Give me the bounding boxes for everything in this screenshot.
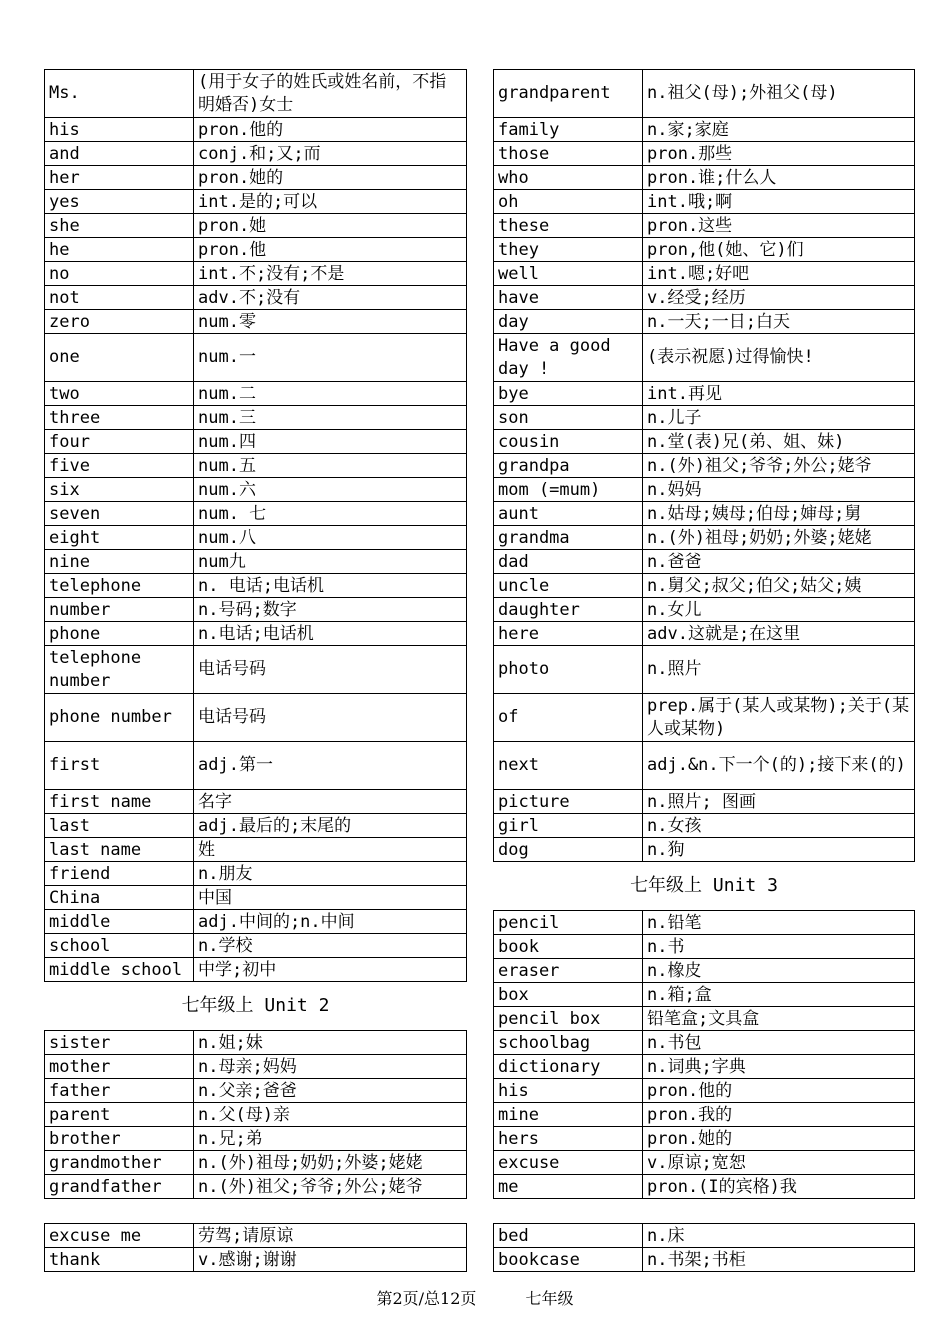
vocab-word: dictionary	[494, 1055, 643, 1079]
vocab-word: Have a good day !	[494, 334, 643, 382]
vocab-meaning: int.嗯;好吧	[643, 262, 915, 286]
vocab-meaning: v.原谅;宽恕	[643, 1151, 915, 1175]
vocab-row	[45, 550, 467, 574]
vocab-row	[45, 502, 467, 526]
vocab-row	[494, 454, 915, 478]
vocab-row	[45, 1248, 467, 1272]
vocab-row	[494, 598, 915, 622]
vocab-meaning: num.五	[194, 454, 467, 478]
vocab-row	[494, 622, 915, 646]
vocab-meaning: 电话号码	[194, 646, 467, 694]
vocab-meaning: n.母亲;妈妈	[194, 1055, 467, 1079]
vocab-row	[45, 1175, 467, 1199]
vocab-word: two	[45, 382, 194, 406]
vocab-row	[45, 382, 467, 406]
vocab-meaning: pron.他的	[643, 1079, 915, 1103]
vocab-meaning: pron.他的	[194, 118, 467, 142]
vocab-word: me	[494, 1175, 643, 1199]
vocab-row	[494, 1079, 915, 1103]
vocab-meaning: num九	[194, 550, 467, 574]
vocab-row	[45, 286, 467, 310]
vocab-meaning: n.词典;字典	[643, 1055, 915, 1079]
vocab-word: dog	[494, 838, 643, 862]
vocab-meaning: n.女孩	[643, 814, 915, 838]
vocab-word: three	[45, 406, 194, 430]
vocab-word: six	[45, 478, 194, 502]
vocab-meaning: n.(外)祖母;奶奶;外婆;姥姥	[643, 526, 915, 550]
vocab-word: box	[494, 983, 643, 1007]
vocab-row	[494, 430, 915, 454]
vocab-meaning: pron.她的	[643, 1127, 915, 1151]
vocab-word: sister	[45, 1031, 194, 1055]
vocab-meaning: adj.中间的;n.中间	[194, 910, 467, 934]
vocab-row	[494, 1127, 915, 1151]
vocab-meaning: n.照片; 图画	[643, 790, 915, 814]
vocab-meaning: n.铅笔	[643, 911, 915, 935]
vocab-row	[45, 166, 467, 190]
vocab-word: five	[45, 454, 194, 478]
vocab-word: grandparent	[494, 70, 643, 118]
vocab-meaning: pron.我的	[643, 1103, 915, 1127]
vocab-row	[45, 526, 467, 550]
vocab-word: have	[494, 286, 643, 310]
vocab-row	[45, 934, 467, 958]
vocab-word: of	[494, 694, 643, 742]
vocab-word: oh	[494, 190, 643, 214]
vocab-row	[45, 214, 467, 238]
vocab-row	[494, 1224, 915, 1248]
vocab-word: girl	[494, 814, 643, 838]
vocab-meaning: n.书架;书柜	[643, 1248, 915, 1272]
vocab-word: last name	[45, 838, 194, 862]
vocab-row	[45, 574, 467, 598]
vocab-meaning: num.四	[194, 430, 467, 454]
vocab-word: eraser	[494, 959, 643, 983]
vocab-row	[45, 1079, 467, 1103]
vocab-meaning: num.六	[194, 478, 467, 502]
vocab-word: four	[45, 430, 194, 454]
vocab-word: Ms.	[45, 70, 194, 118]
vocab-row	[494, 959, 915, 983]
vocab-word: cousin	[494, 430, 643, 454]
vocab-row	[494, 1248, 915, 1272]
vocab-row	[494, 286, 915, 310]
vocab-meaning: n.号码;数字	[194, 598, 467, 622]
vocab-meaning: pron,他(她、它)们	[643, 238, 915, 262]
vocab-word: telephone number	[45, 646, 194, 694]
vocab-meaning: adj.&n.下一个(的);接下来(的)	[643, 742, 915, 790]
vocab-row	[45, 118, 467, 142]
vocab-word: brother	[45, 1127, 194, 1151]
vocab-row	[45, 1127, 467, 1151]
vocab-meaning: num.一	[194, 334, 467, 382]
page-footer	[0, 1286, 950, 1309]
vocab-word: grandma	[494, 526, 643, 550]
vocab-row	[45, 478, 467, 502]
vocab-row	[45, 814, 467, 838]
vocab-meaning: prep.属于(某人或某物);关于(某人或某物)	[643, 694, 915, 742]
vocab-meaning: num.零	[194, 310, 467, 334]
vocab-row	[494, 1151, 915, 1175]
vocab-meaning: n. 电话;电话机	[194, 574, 467, 598]
vocab-word: his	[45, 118, 194, 142]
vocab-row	[494, 70, 915, 118]
vocab-word: dad	[494, 550, 643, 574]
vocab-row	[494, 983, 915, 1007]
vocab-row	[45, 622, 467, 646]
vocab-word: mom (=mum)	[494, 478, 643, 502]
vocab-word: school	[45, 934, 194, 958]
vocab-meaning: int.哦;啊	[643, 190, 915, 214]
vocab-row	[45, 334, 467, 382]
vocab-meaning: conj.和;又;而	[194, 142, 467, 166]
vocab-row	[494, 814, 915, 838]
vocab-row	[494, 334, 915, 382]
vocab-meaning: adj.第一	[194, 742, 467, 790]
vocab-word: bye	[494, 382, 643, 406]
vocab-word: pencil	[494, 911, 643, 935]
vocab-meaning: n.箱;盒	[643, 983, 915, 1007]
vocab-meaning: n.(外)祖母;奶奶;外婆;姥姥	[194, 1151, 467, 1175]
vocab-row	[494, 310, 915, 334]
vocab-meaning: n.书包	[643, 1031, 915, 1055]
vocab-row	[494, 1175, 915, 1199]
vocab-word: one	[45, 334, 194, 382]
vocab-word: those	[494, 142, 643, 166]
vocab-meaning: n.(外)祖父;爷爷;外公;姥爷	[194, 1175, 467, 1199]
spacer	[44, 1199, 467, 1223]
section-title-unit2: 七年级上 Unit 2	[181, 995, 330, 1016]
vocab-row	[45, 790, 467, 814]
vocab-row	[45, 838, 467, 862]
vocab-word: excuse	[494, 1151, 643, 1175]
vocab-table	[493, 69, 915, 862]
vocab-row	[45, 430, 467, 454]
vocab-word: eight	[45, 526, 194, 550]
vocab-word: bed	[494, 1224, 643, 1248]
vocab-word: zero	[45, 310, 194, 334]
vocab-row	[45, 742, 467, 790]
vocab-row	[45, 1031, 467, 1055]
vocab-word: first	[45, 742, 194, 790]
vocab-word: book	[494, 935, 643, 959]
vocab-table	[44, 1030, 467, 1199]
vocab-row	[494, 238, 915, 262]
vocab-meaning: int.再见	[643, 382, 915, 406]
vocab-row	[494, 1103, 915, 1127]
vocab-word: son	[494, 406, 643, 430]
vocab-meaning: n.朋友	[194, 862, 467, 886]
vocab-meaning: num.三	[194, 406, 467, 430]
vocab-row	[45, 1224, 467, 1248]
vocab-meaning: n.舅父;叔父;伯父;姑父;姨	[643, 574, 915, 598]
section-title-unit3: 七年级上 Unit 3	[630, 875, 778, 896]
vocab-table	[44, 1223, 467, 1272]
vocab-word: his	[494, 1079, 643, 1103]
vocab-word: uncle	[494, 574, 643, 598]
vocab-meaning: 中学;初中	[194, 958, 467, 982]
vocab-row	[45, 694, 467, 742]
vocab-word: these	[494, 214, 643, 238]
vocab-word: middle school	[45, 958, 194, 982]
vocab-meaning: n.床	[643, 1224, 915, 1248]
vocab-row	[494, 478, 915, 502]
vocab-meaning: v.感谢;谢谢	[194, 1248, 467, 1272]
vocab-word: first name	[45, 790, 194, 814]
vocab-table	[493, 910, 915, 1199]
vocab-row	[45, 190, 467, 214]
vocab-word: pencil box	[494, 1007, 643, 1031]
vocab-word: number	[45, 598, 194, 622]
vocab-meaning: int.是的;可以	[194, 190, 467, 214]
vocab-row	[494, 214, 915, 238]
vocab-row	[494, 406, 915, 430]
vocab-row	[45, 142, 467, 166]
vocab-meaning: pron.那些	[643, 142, 915, 166]
vocab-word: grandpa	[494, 454, 643, 478]
vocab-meaning: n.电话;电话机	[194, 622, 467, 646]
vocab-row	[494, 142, 915, 166]
vocab-word: he	[45, 238, 194, 262]
vocab-word: her	[45, 166, 194, 190]
vocab-row	[494, 382, 915, 406]
vocab-row	[45, 238, 467, 262]
vocab-word: family	[494, 118, 643, 142]
vocab-word: excuse me	[45, 1224, 194, 1248]
vocab-row	[494, 911, 915, 935]
vocab-word: yes	[45, 190, 194, 214]
vocab-word: grandfather	[45, 1175, 194, 1199]
vocab-word: next	[494, 742, 643, 790]
vocab-row	[494, 550, 915, 574]
vocab-word: no	[45, 262, 194, 286]
vocab-meaning: n.祖父(母);外祖父(母)	[643, 70, 915, 118]
vocab-word: they	[494, 238, 643, 262]
vocab-row	[494, 118, 915, 142]
vocab-meaning: adv.不;没有	[194, 286, 467, 310]
vocab-row	[494, 262, 915, 286]
vocab-row	[45, 454, 467, 478]
vocab-row	[494, 574, 915, 598]
vocab-meaning: int.不;没有;不是	[194, 262, 467, 286]
vocab-row	[45, 70, 467, 118]
vocab-word: nine	[45, 550, 194, 574]
vocab-row	[45, 910, 467, 934]
vocab-meaning: v.经受;经历	[643, 286, 915, 310]
vocab-meaning: n.儿子	[643, 406, 915, 430]
vocab-word: picture	[494, 790, 643, 814]
vocab-row	[45, 598, 467, 622]
vocab-meaning: adv.这就是;在这里	[643, 622, 915, 646]
vocab-word: aunt	[494, 502, 643, 526]
vocab-word: daughter	[494, 598, 643, 622]
vocab-word: last	[45, 814, 194, 838]
vocab-word: well	[494, 262, 643, 286]
vocab-meaning: (用于女子的姓氏或姓名前，不指明婚否)女士	[194, 70, 467, 118]
vocab-row	[494, 1007, 915, 1031]
vocab-row	[494, 646, 915, 694]
vocab-row	[45, 310, 467, 334]
vocab-meaning: n.姐;妹	[194, 1031, 467, 1055]
vocab-row	[494, 1031, 915, 1055]
grade-label: 七年级	[525, 1289, 574, 1308]
vocab-word: grandmother	[45, 1151, 194, 1175]
vocab-row	[494, 166, 915, 190]
spacer	[493, 1199, 915, 1223]
vocab-row	[45, 862, 467, 886]
vocab-row	[45, 1103, 467, 1127]
vocab-meaning: num. 七	[194, 502, 467, 526]
vocab-row	[494, 1055, 915, 1079]
vocab-row	[45, 1151, 467, 1175]
vocab-word: not	[45, 286, 194, 310]
vocab-word: here	[494, 622, 643, 646]
vocab-row	[494, 502, 915, 526]
vocab-row	[45, 958, 467, 982]
vocab-meaning: pron.谁;什么人	[643, 166, 915, 190]
vocab-row	[494, 694, 915, 742]
vocab-meaning: n.妈妈	[643, 478, 915, 502]
vocab-word: phone	[45, 622, 194, 646]
page-number: 第2页/总12页	[376, 1289, 477, 1308]
vocab-meaning: n.(外)祖父;爷爷;外公;姥爷	[643, 454, 915, 478]
vocab-meaning: n.书	[643, 935, 915, 959]
vocab-word: and	[45, 142, 194, 166]
vocab-word: parent	[45, 1103, 194, 1127]
vocab-meaning: n.照片	[643, 646, 915, 694]
vocab-table	[493, 1223, 915, 1272]
vocab-meaning: n.父(母)亲	[194, 1103, 467, 1127]
vocab-meaning: n.女儿	[643, 598, 915, 622]
vocab-meaning: pron.(I的宾格)我	[643, 1175, 915, 1199]
vocab-word: China	[45, 886, 194, 910]
vocab-word: seven	[45, 502, 194, 526]
vocab-meaning: n.狗	[643, 838, 915, 862]
vocab-row	[494, 742, 915, 790]
right-column	[493, 69, 915, 1272]
vocab-word: day	[494, 310, 643, 334]
vocab-word: photo	[494, 646, 643, 694]
vocab-meaning: (表示祝愿)过得愉快!	[643, 334, 915, 382]
vocab-meaning: n.姑母;姨母;伯母;婶母;舅	[643, 502, 915, 526]
vocab-meaning: 中国	[194, 886, 467, 910]
vocab-word: thank	[45, 1248, 194, 1272]
vocab-word: telephone	[45, 574, 194, 598]
vocab-word: father	[45, 1079, 194, 1103]
vocab-row	[494, 790, 915, 814]
vocab-word: hers	[494, 1127, 643, 1151]
vocab-row	[494, 190, 915, 214]
vocab-meaning: n.家;家庭	[643, 118, 915, 142]
vocab-meaning: 姓	[194, 838, 467, 862]
vocab-meaning: 名字	[194, 790, 467, 814]
vocab-word: mother	[45, 1055, 194, 1079]
vocab-meaning: n.爸爸	[643, 550, 915, 574]
vocab-word: middle	[45, 910, 194, 934]
vocab-row	[45, 886, 467, 910]
vocab-meaning: n.橡皮	[643, 959, 915, 983]
vocab-row	[45, 646, 467, 694]
vocab-word: phone number	[45, 694, 194, 742]
vocab-meaning: pron.她的	[194, 166, 467, 190]
vocab-meaning: n.学校	[194, 934, 467, 958]
vocab-meaning: num.二	[194, 382, 467, 406]
vocab-meaning: n.兄;弟	[194, 1127, 467, 1151]
vocab-meaning: num.八	[194, 526, 467, 550]
vocab-meaning: n.父亲;爸爸	[194, 1079, 467, 1103]
vocab-meaning: 电话号码	[194, 694, 467, 742]
vocab-meaning: n.一天;一日;白天	[643, 310, 915, 334]
left-column	[44, 69, 467, 1272]
vocab-word: who	[494, 166, 643, 190]
vocab-meaning: n.堂(表)兄(弟、姐、妹)	[643, 430, 915, 454]
vocab-meaning: pron.他	[194, 238, 467, 262]
vocab-word: mine	[494, 1103, 643, 1127]
vocab-meaning: adj.最后的;末尾的	[194, 814, 467, 838]
vocab-row	[45, 1055, 467, 1079]
vocab-word: schoolbag	[494, 1031, 643, 1055]
vocab-word: bookcase	[494, 1248, 643, 1272]
vocab-row	[494, 526, 915, 550]
vocab-table	[44, 69, 467, 982]
vocab-meaning: 劳驾;请原谅	[194, 1224, 467, 1248]
vocab-word: she	[45, 214, 194, 238]
vocab-row	[494, 935, 915, 959]
vocab-row	[494, 838, 915, 862]
vocab-meaning: pron.这些	[643, 214, 915, 238]
vocab-meaning: 铅笔盒;文具盒	[643, 1007, 915, 1031]
vocab-word: friend	[45, 862, 194, 886]
vocab-row	[45, 262, 467, 286]
vocab-meaning: pron.她	[194, 214, 467, 238]
vocab-row	[45, 406, 467, 430]
